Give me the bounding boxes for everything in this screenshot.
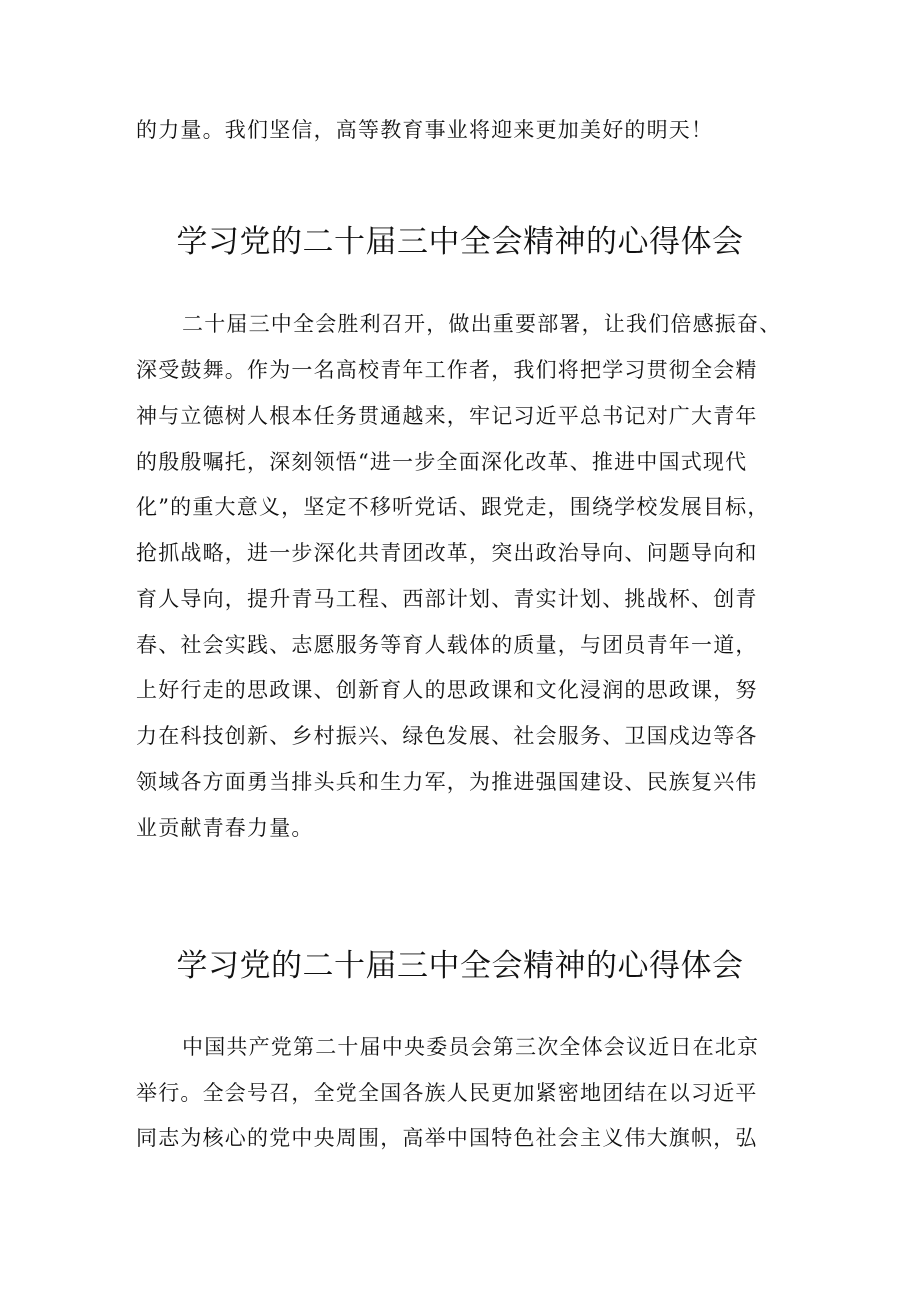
paragraph-line: 化”的重大意义，坚定不移听党话、跟党走，围绕学校发展目标， xyxy=(136,495,770,519)
paragraph-line: 举行。全会号召，全党全国各族人民更加紧密地团结在以习近平 xyxy=(136,1081,758,1105)
section-2-title: 学习党的二十届三中全会精神的心得体会 xyxy=(176,948,744,984)
paragraph-line: 力在科技创新、乡村振兴、绿色发展、社会服务、卫国戍边等各 xyxy=(136,724,758,748)
paragraph-line: 神与立德树人根本任务贯通越来，牢记习近平总书记对广大青年 xyxy=(136,404,758,428)
paragraph-line: 领域各方面勇当排头兵和生力军，为推进强国建设、民族复兴伟 xyxy=(136,770,758,794)
paragraph-line: 育人导向，提升青马工程、西部计划、青实计划、挑战杯、创青 xyxy=(136,587,758,611)
paragraph-line: 二十届三中全会胜利召开，做出重要部署，让我们倍感振奋、 xyxy=(182,312,782,336)
intro-paragraph-line: 的力量。我们坚信，高等教育事业将迎来更加美好的明天！ xyxy=(136,118,714,142)
section-1-title: 学习党的二十届三中全会精神的心得体会 xyxy=(176,224,744,260)
paragraph-line: 中国共产党第二十届中央委员会第三次全体会议近日在北京 xyxy=(182,1035,760,1059)
paragraph-line: 抢抓战略，进一步深化共青团改革，突出政治导向、问题导向和 xyxy=(136,541,758,565)
paragraph-line: 春、社会实践、志愿服务等育人载体的质量，与团员青年一道， xyxy=(136,633,758,657)
paragraph-line: 同志为核心的党中央周围，高举中国特色社会主义伟大旗帜，弘 xyxy=(136,1126,758,1150)
paragraph-line: 的殷殷嘱托，深刻领悟“进一步全面深化改革、推进中国式现代 xyxy=(136,450,748,474)
paragraph-line: 上好行走的思政课、创新育人的思政课和文化浸润的思政课，努 xyxy=(136,678,758,702)
paragraph-line: 业贡献青春力量。 xyxy=(136,816,314,840)
paragraph-line: 深受鼓舞。作为一名高校青年工作者，我们将把学习贯彻全会精 xyxy=(136,358,758,382)
